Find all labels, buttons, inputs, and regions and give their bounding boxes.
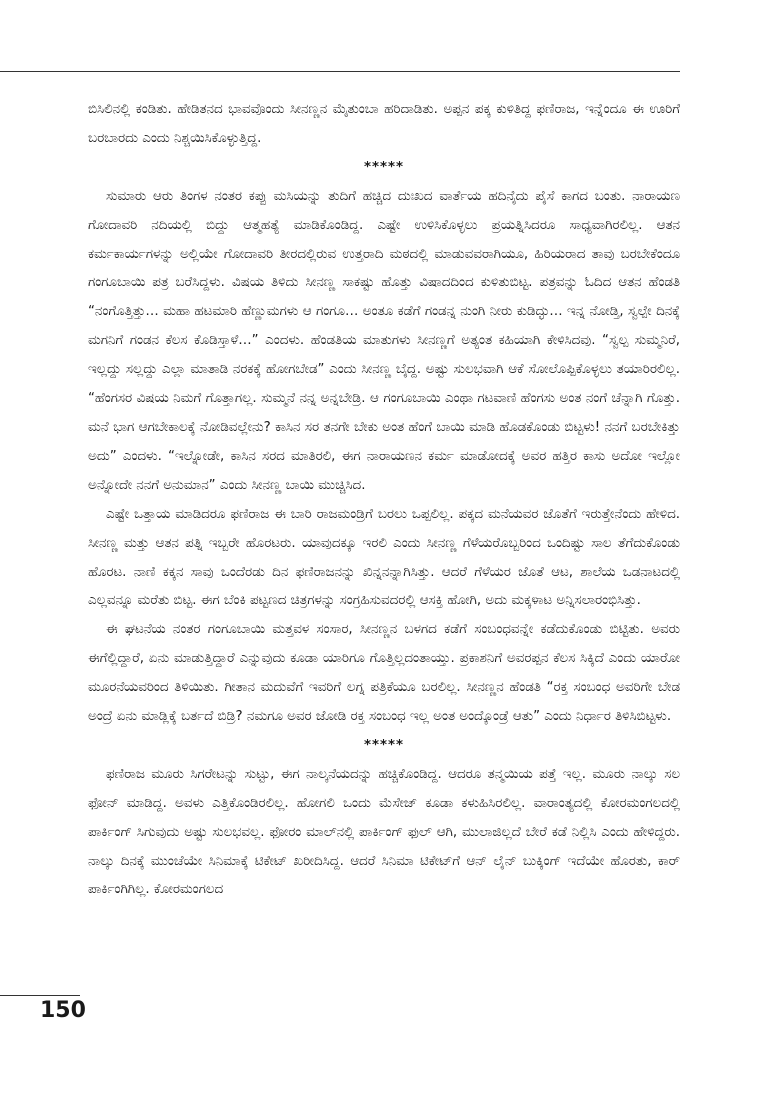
page-text xyxy=(88,96,680,905)
paragraph-3: ಎಷ್ಟೇ ಒತ್ತಾಯ ಮಾಡಿದರೂ ಫಣಿರಾಜ ಈ ಬಾರಿ ರಾಜಮಂಡ್ರಿಗೆ ಬರಲು ಒಪ್ಪಲಿಲ್ಲ. ಪಕ್ಕದ ಮನೆಯವರ ಜೊತೆಗೆ ಇರುತ್ತೇನೆಂದು ಹೇಳಿದ. ಸೀನಣ್ಣ ಮತ್ತು ಆತನ ಪತ್ನಿ ಇಬ್ಬರೇ ಹೊರಟರು. ಯಾವುದಕ್ಕೂ ಇರಲಿ ಎಂದು ಸೀನಣ್ಣ ಗೆಳೆಯರೊಬ್ಬರಿಂದ ಒಂದಿಷ್ಟು ಸಾಲ ತೆಗೆದುಕೊಂಡು ಹೊರಟ. ನಾಣಿ ಕಕ್ಕನ ಸಾವು ಒಂದೆರಡು ದಿನ ಫಣಿರಾಜನನ್ನು ಖಿನ್ನನನ್ನಾಗಿಸಿತ್ತು. ಆದರೆ ಗೆಳೆಯರ ಜೊತೆ ಆಟ, ಶಾಲೆಯ ಒಡನಾಟದಲ್ಲಿ ಎಲ್ಲವನ್ನೂ ಮರೆತು ಬಿಟ್ಟ. ಈಗ ಬೆಂಕಿ ಪಟ್ಟಣದ ಚಿತ್ರಗಳನ್ನು ಸಂಗ್ರಹಿಸುವದರಲ್ಲಿ ಆಸಕ್ತಿ ಹೋಗಿ, ಅದು ಮಕ್ಕಳಾಟ ಅನ್ನಿಸಲಾರಂಭಿಸಿತ್ತು. xyxy=(88,506,680,609)
paragraph-1: ಬಿಸಿಲಿನಲ್ಲಿ ಕಂಡಿತು. ಹೇಡಿತನದ ಭಾವವೊಂದು ಸೀನಣ್ಣನ ಮೈತುಂಬಾ ಹರಿದಾಡಿತು. ಅಪ್ಪನ ಪಕ್ಕ ಕುಳಿತಿದ್ದ ಫಣಿರಾಜ, ಇನ್ನೆಂದೂ ಈ ಊರಿಗೆ ಬರಬಾರದು ಎಂದು ನಿಶ್ಚಯಿಸಿಕೊಳ್ಳುತ್ತಿದ್ದ. xyxy=(88,102,680,146)
top-rule xyxy=(0,71,680,72)
bottom-rule xyxy=(0,995,80,996)
section-separator-2: ***** xyxy=(363,737,404,753)
section-separator-1: ***** xyxy=(363,159,404,175)
paragraph-4: ಈ ಘಟನೆಯ ನಂತರ ಗಂಗೂಬಾಯಿ ಮತ್ತವಳ ಸಂಸಾರ, ಸೀನಣ್ಣನ ಬಳಗದ ಕಡೆಗೆ ಸಂಬಂಧವನ್ನೇ ಕಡೆದುಕೊಂಡು ಬಿಟ್ಟಿತು. ಅವರು ಈಗೆಲ್ಲಿದ್ದಾರೆ, ಏನು ಮಾಡುತ್ತಿದ್ದಾರೆ ಎನ್ನುವುದು ಕೂಡಾ ಯಾರಿಗೂ ಗೊತ್ತಿಲ್ಲದಂತಾಯ್ತು. ಪ್ರಕಾಶನಿಗೆ ಅವರಪ್ಪನ ಕೆಲಸ ಸಿಕ್ಕಿದೆ ಎಂದು ಯಾರೋ ಮೂರನೆಯವರಿಂದ ತಿಳಿಯಿತು. ಗೀತಾನ ಮದುವೆಗೆ ಇವರಿಗೆ ಲಗ್ನ ಪತ್ರಿಕೆಯೂ ಬರಲಿಲ್ಲ. ಸೀನಣ್ಣನ ಹೆಂಡತಿ “ರಕ್ತ ಸಂಬಂಧ ಅವರಿಗೇ ಬೇಡ ಅಂದ್ರೆ ಏನು ಮಾಡ್ಲಿಕ್ಕೆ ಬರ್ತದೆ ಬಿಡ್ರಿ? ನಮಗೂ ಅವರ ಜೋಡಿ ರಕ್ತ ಸಂಬಂಧ ಇಲ್ಲ ಅಂತ ಅಂದ್ಕೊಂಡ್ರೆ ಆತು” ಎಂದು ನಿರ್ಧಾರ ತಿಳಿಸಿಬಿಟ್ಟಳು. xyxy=(88,622,680,725)
paragraph-2: ಸುಮಾರು ಆರು ತಿಂಗಳ ನಂತರ ಕಪ್ಪು ಮಸಿಯನ್ನು ತುದಿಗೆ ಹಚ್ಚಿದ ದುಃಖದ ವಾರ್ತೆಯ ಹದಿನೈದು ಪೈಸೆ ಕಾಗದ ಬಂತು. ನಾರಾಯಣ ಗೋದಾವರಿ ನದಿಯಲ್ಲಿ ಬಿದ್ದು ಆತ್ಮಹತ್ಯೆ ಮಾಡಿಕೊಂಡಿದ್ದ. ಎಷ್ಟೇ ಉಳಿಸಿಕೊಳ್ಳಲು ಪ್ರಯತ್ನಿಸಿದರೂ ಸಾಧ್ಯವಾಗಿರಲಿಲ್ಲ. ಆತನ ಕರ್ಮಕಾರ್ಯಗಳನ್ನು ಅಲ್ಲಿಯೇ ಗೋದಾವರಿ ತೀರದಲ್ಲಿರುವ ಉತ್ತರಾದಿ ಮಠದಲ್ಲಿ ಮಾಡುವವರಾಗಿಯೂ, ಹಿರಿಯರಾದ ತಾವು ಬರಬೇಕೆಂದೂ ಗಂಗೂಬಾಯಿ ಪತ್ರ ಬರೆಸಿದ್ದಳು. ವಿಷಯ ತಿಳಿದು ಸೀನಣ್ಣ ಸಾಕಷ್ಟು ಹೊತ್ತು ವಿಷಾದದಿಂದ ಕುಳಿತುಬಿಟ್ಟ. ಪತ್ರವನ್ನು ಓದಿದ ಆತನ ಹೆಂಡತಿ “ನಂಗೊತ್ತಿತ್ತು… ಮಹಾ ಹಟಮಾರಿ ಹೆಣ್ಣುಮಗಳು ಆ ಗಂಗೂ… ಅಂತೂ ಕಡೆಗೆ ಗಂಡನ್ನ ನುಂಗಿ ನೀರು ಕುಡಿದ್ಳು… ಇನ್ನ ನೋಡ್ತಿ, ಸ್ವಲ್ಪೇ ದಿನಕ್ಕೆ ಮಗನಿಗೆ ಗಂಡನ ಕೆಲಸ ಕೊಡಿಸ್ತಾಳೆ…” ಎಂದಳು. ಹೆಂಡತಿಯ ಮಾತುಗಳು ಸೀನಣ್ಣಗೆ ಅತ್ಯಂತ ಕಹಿಯಾಗಿ ಕೇಳಿಸಿದವು. “ಸ್ವಲ್ಪ ಸುಮ್ಮನಿರೆ, ಇಲ್ಲದ್ದು ಸಲ್ಲದ್ದು ಎಲ್ಲಾ ಮಾತಾಡಿ ನರಕಕ್ಕೆ ಹೋಗಬೇಡ” ಎಂದು ಸೀನಣ್ಣ ಬೈದ್ದ. ಅಷ್ಟು ಸುಲಭವಾಗಿ ಆಕೆ ಸೋಲೊಪ್ಪಿಕೊಳ್ಳಲು ತಯಾರಿರಲಿಲ್ಲ. “ಹೆಂಗಸರ ವಿಷಯ ನಿಮಗೆ ಗೊತ್ತಾಗಲ್ಲ. ಸುಮ್ಮನೆ ನನ್ನ ಅನ್ನಬೇಡ್ರಿ. ಆ ಗಂಗೂಬಾಯಿ ಎಂಥಾ ಗಟವಾಣಿ ಹೆಂಗಸು ಅಂತ ನಂಗೆ ಚೆನ್ನಾಗಿ ಗೊತ್ತು. ಮನೆ ಭಾಗ ಆಗಬೇಕಾಲಕ್ಕೆ ನೋಡಿವಲ್ಲೇನು? ಕಾಸಿನ ಸರ ತನಗೇ ಬೇಕು ಅಂತ ಹೆಂಗೆ ಬಾಯಿ ಮಾಡಿ ಹೊಡಕೊಂಡು ಬಿಟ್ಟಳು! ನನಗೆ ಬರಬೇಕಿತ್ತು ಅದು” ಎಂದಳು. “ಇಲ್ನೋಡೇ, ಕಾಸಿನ ಸರದ ಮಾತಿರಲಿ, ಈಗ ನಾರಾಯಣನ ಕರ್ಮ ಮಾಡೋದಕ್ಕೆ ಅವರ ಹತ್ತಿರ ಕಾಸು ಅದೋ ಇಲ್ಲೋ ಅನ್ನೋದೇ ನನಗೆ ಅನುಮಾನ” ಎಂದು ಸೀನಣ್ಣ ಬಾಯಿ ಮುಚ್ಚಿಸಿದ. xyxy=(88,188,680,493)
page-number: 150 xyxy=(40,998,86,1023)
paragraph-5: ಫಣಿರಾಜ ಮೂರು ಸಿಗರೇಟನ್ನು ಸುಟ್ಟು, ಈಗ ನಾಲ್ಕನೆಯದನ್ನು ಹಚ್ಚಿಕೊಂಡಿದ್ದ. ಆದರೂ ತನ್ಮಯಿಯ ಪತ್ತೆ ಇಲ್ಲ. ಮೂರು ನಾಲ್ಕು ಸಲ ಫೋನ್ ಮಾಡಿದ್ದ. ಅವಳು ಎತ್ತಿಕೊಂಡಿರಲಿಲ್ಲ. ಹೋಗಲಿ ಒಂದು ಮೆಸೇಜ್ ಕೂಡಾ ಕಳುಹಿಸಿರಲಿಲ್ಲ. ವಾರಾಂತ್ಯದಲ್ಲಿ ಕೋರಮಂಗಲದಲ್ಲಿ ಪಾರ್ಕಿಂಗ್ ಸಿಗುವುದು ಅಷ್ಟು ಸುಲಭವಲ್ಲ. ಫೋರಂ ಮಾಲ್‌ನಲ್ಲಿ ಪಾರ್ಕಿಂಗ್ ಫುಲ್ ಆಗಿ, ಮುಲಾಜಿಲ್ಲದೆ ಬೇರೆ ಕಡೆ ನಿಲ್ಲಿಸಿ ಎಂದು ಹೇಳಿದ್ದರು. ನಾಲ್ಕು ದಿನಕ್ಕೆ ಮುಂಚೆಯೇ ಸಿನಿಮಾಕ್ಕೆ ಟಿಕೇಟ್ ಖರೀದಿಸಿದ್ದ. ಆದರೆ ಸಿನಿಮಾ ಟಿಕೇಟ್‌ಗೆ ಆನ್ ಲೈನ್ ಬುಕ್ಕಿಂಗ್ ಇದೆಯೇ ಹೊರತು, ಕಾರ್ ಪಾರ್ಕಿಂಗಿಗಿಲ್ಲ. ಕೋರಮಂಗಲದ xyxy=(88,766,680,898)
